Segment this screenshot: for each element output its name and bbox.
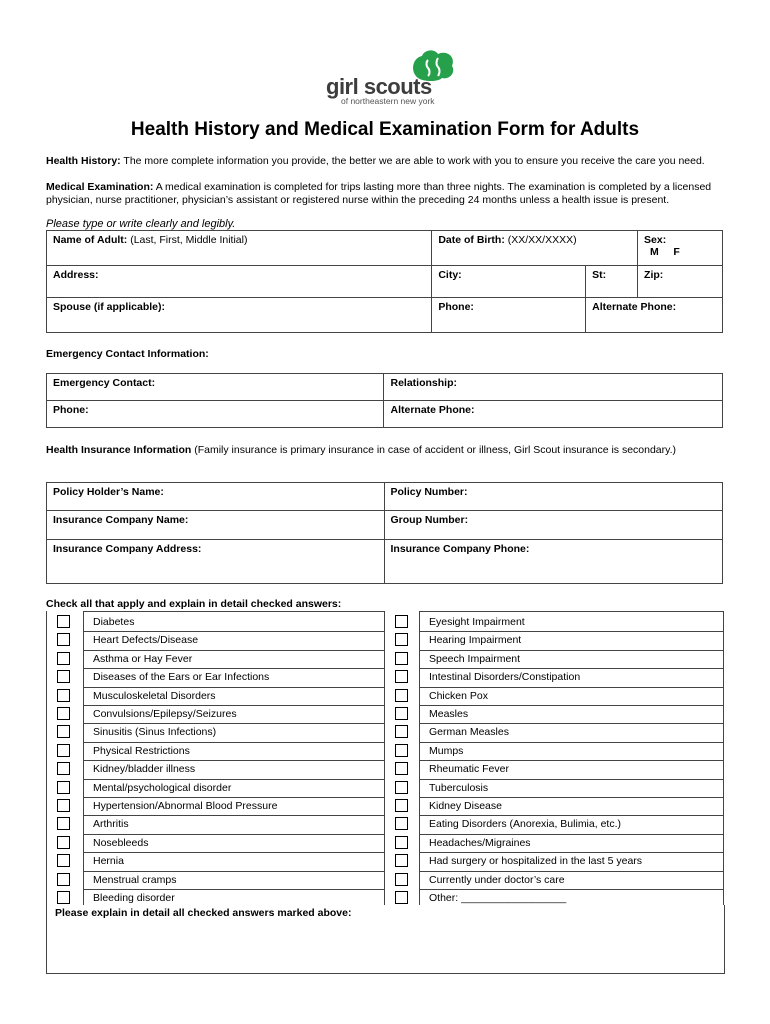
- checklist-row-line: [419, 797, 723, 798]
- checkbox[interactable]: [57, 762, 70, 775]
- checkbox[interactable]: [57, 854, 70, 867]
- condition-label: Arthritis: [93, 818, 129, 831]
- condition-label: Diseases of the Ears or Ear Infections: [93, 671, 270, 684]
- condition-label: Hernia: [93, 855, 124, 868]
- checkbox[interactable]: [57, 633, 70, 646]
- city-field[interactable]: City:: [432, 266, 586, 298]
- date-of-birth-field[interactable]: Date of Birth: (XX/XX/XXXX): [432, 231, 638, 266]
- checklist-row-line: [419, 631, 723, 632]
- condition-label: Intestinal Disorders/Constipation: [429, 671, 581, 684]
- checkbox[interactable]: [57, 689, 70, 702]
- health-history-text: The more complete information you provide, the better we are able to work with you to ensure you receive the care you need.: [120, 155, 705, 167]
- explain-label: Please explain in detail all checked answers marked above:: [55, 907, 352, 919]
- zip-field[interactable]: Zip:: [638, 266, 723, 298]
- checklist-row-line: [83, 797, 384, 798]
- condition-label: Other: __________________: [429, 892, 567, 904]
- health-history-label: Health History:: [46, 155, 121, 167]
- condition-label: Asthma or Hay Fever: [93, 652, 193, 665]
- emergency-heading: Emergency Contact Information:: [46, 348, 209, 360]
- policy-number-field[interactable]: Policy Number:: [384, 483, 723, 511]
- checkbox[interactable]: [395, 799, 408, 812]
- checklist-row-line: [419, 687, 723, 688]
- checklist-row-line: [83, 631, 384, 632]
- condition-label: Had surgery or hospitalized in the last 5 years: [429, 855, 643, 868]
- condition-label: Rheumatic Fever: [429, 763, 509, 776]
- checkbox[interactable]: [57, 891, 70, 904]
- medical-exam-label: Medical Examination:: [46, 181, 154, 193]
- relationship-field[interactable]: Relationship:: [384, 374, 723, 401]
- checklist-row-line: [83, 852, 384, 853]
- checkbox[interactable]: [395, 817, 408, 830]
- emergency-contact-field[interactable]: Emergency Contact:: [47, 374, 384, 401]
- condition-label: Hypertension/Abnormal Blood Pressure: [93, 800, 278, 812]
- phone-field[interactable]: Phone:: [432, 298, 586, 333]
- insurance-paragraph: [46, 444, 686, 457]
- logo-tagline: of northeastern new york: [341, 96, 435, 106]
- checkbox[interactable]: [57, 781, 70, 794]
- checkbox[interactable]: [57, 744, 70, 757]
- checkbox[interactable]: [395, 670, 408, 683]
- checklist-grid-line: [419, 611, 420, 905]
- instructions-note: Please type or write clearly and legibly.: [46, 218, 236, 230]
- checklist-row-line: [419, 705, 723, 706]
- conditions-checklist: [46, 611, 723, 905]
- condition-label: Chicken Pox: [429, 689, 488, 702]
- checklist-row-line: [83, 687, 384, 688]
- checkbox[interactable]: [395, 615, 408, 628]
- checkbox[interactable]: [395, 781, 408, 794]
- policy-holder-field[interactable]: Policy Holder’s Name:: [47, 483, 385, 511]
- insurance-table: [46, 482, 723, 584]
- checkbox[interactable]: [57, 817, 70, 830]
- checkbox[interactable]: [57, 670, 70, 683]
- checklist-grid-line: [384, 611, 385, 905]
- checklist-row-line: [419, 742, 723, 743]
- state-field[interactable]: St:: [586, 266, 638, 298]
- emergency-phone-field[interactable]: Phone:: [47, 401, 384, 428]
- checklist-row-line: [419, 871, 723, 872]
- alternate-phone-field[interactable]: Alternate Phone:: [586, 298, 723, 333]
- insurance-phone-field[interactable]: Insurance Company Phone:: [384, 540, 723, 584]
- condition-label: Eating Disorders (Anorexia, Bulimia, etc.): [429, 818, 621, 831]
- checklist-row-line: [83, 705, 384, 706]
- condition-label: Sinusitis (Sinus Infections): [93, 726, 217, 739]
- condition-label: Speech Impairment: [429, 652, 521, 665]
- checklist-row-line: [419, 779, 723, 780]
- emergency-contact-table: [46, 373, 723, 428]
- health-history-paragraph: [46, 155, 736, 168]
- condition-label: Heart Defects/Disease: [93, 634, 199, 647]
- emergency-alternate-phone-field[interactable]: Alternate Phone:: [384, 401, 723, 428]
- checklist-row-line: [419, 668, 723, 669]
- checklist-grid-line: [419, 611, 723, 612]
- logo-wordmark: girl scouts: [326, 74, 432, 99]
- checklist-row-line: [83, 815, 384, 816]
- condition-label: German Measles: [429, 726, 509, 739]
- sex-options: M F: [650, 246, 680, 258]
- insurance-text: (Family insurance is primary insurance in case of accident or illness, Girl Scout insurance is secondary.): [191, 444, 677, 456]
- checkbox[interactable]: [395, 854, 408, 867]
- checklist-row-line: [83, 668, 384, 669]
- checkbox[interactable]: [395, 744, 408, 757]
- checkbox[interactable]: [395, 836, 408, 849]
- condition-label: Tuberculosis: [429, 781, 489, 794]
- checklist-row-line: [419, 723, 723, 724]
- condition-label: Diabetes: [93, 616, 135, 628]
- sex-field[interactable]: Sex: M F: [638, 231, 723, 266]
- insurance-label: Health Insurance Information: [46, 444, 192, 456]
- checkbox[interactable]: [57, 652, 70, 665]
- condition-label: Kidney/bladder illness: [93, 763, 196, 776]
- checkbox[interactable]: [395, 633, 408, 646]
- checklist-row-line: [419, 815, 723, 816]
- checklist-heading: Check all that apply and explain in detail checked answers:: [46, 598, 342, 610]
- checkbox[interactable]: [57, 836, 70, 849]
- checkbox[interactable]: [395, 689, 408, 702]
- checklist-row-line: [83, 834, 384, 835]
- condition-label: Nosebleeds: [93, 836, 149, 849]
- address-field[interactable]: Address:: [47, 266, 432, 298]
- condition-label: Currently under doctor’s care: [429, 873, 565, 886]
- checkbox[interactable]: [395, 873, 408, 886]
- condition-label: Hearing Impairment: [429, 634, 522, 647]
- condition-label: Menstrual cramps: [93, 873, 177, 886]
- checklist-row-line: [419, 650, 723, 651]
- checklist-row-line: [83, 742, 384, 743]
- checklist-row-line: [419, 852, 723, 853]
- condition-label: Musculoskeletal Disorders: [93, 689, 216, 702]
- checkbox[interactable]: [57, 873, 70, 886]
- medical-exam-text: A medical examination is completed for trips lasting more than three nights. The examination is completed by a licensed physician, nurse practitioner, physician’s assistant or registered nurse within the preceding 24 months unless a health issue is present.: [46, 181, 712, 206]
- checkbox[interactable]: [395, 891, 408, 904]
- checklist-grid-line: [723, 611, 724, 905]
- spouse-field[interactable]: Spouse (if applicable):: [47, 298, 432, 333]
- checklist-row-line: [83, 889, 384, 890]
- checklist-row-line: [419, 760, 723, 761]
- girl-scouts-logo: [320, 48, 460, 110]
- condition-label: Measles: [429, 708, 469, 720]
- name-of-adult-field[interactable]: Name of Adult: (Last, First, Middle Initial): [47, 231, 432, 266]
- condition-label: Physical Restrictions: [93, 744, 190, 757]
- page-title: Health History and Medical Examination Form for Adults: [130, 119, 640, 140]
- checklist-row-line: [419, 834, 723, 835]
- condition-label: Headaches/Migraines: [429, 836, 531, 849]
- explain-box[interactable]: [46, 905, 725, 974]
- medical-exam-paragraph: [46, 181, 736, 207]
- condition-label: Convulsions/Epilepsy/Seizures: [93, 708, 237, 720]
- condition-label: Mental/psychological disorder: [93, 781, 232, 794]
- personal-info-table: [46, 230, 723, 333]
- insurance-company-field[interactable]: Insurance Company Name:: [47, 511, 385, 540]
- checkbox[interactable]: [57, 615, 70, 628]
- checkbox[interactable]: [395, 707, 408, 720]
- checklist-row-line: [419, 889, 723, 890]
- checklist-row-line: [83, 779, 384, 780]
- condition-label: Kidney Disease: [429, 800, 502, 812]
- checklist-grid-line: [83, 611, 84, 905]
- condition-label: Bleeding disorder: [93, 892, 175, 904]
- checkbox[interactable]: [57, 799, 70, 812]
- checkbox[interactable]: [57, 707, 70, 720]
- checklist-grid-line: [46, 611, 47, 905]
- checklist-grid-line: [83, 611, 384, 612]
- checklist-row-line: [83, 723, 384, 724]
- checklist-row-line: [83, 871, 384, 872]
- checklist-row-line: [83, 650, 384, 651]
- checkbox[interactable]: [57, 725, 70, 738]
- insurance-address-field[interactable]: Insurance Company Address:: [47, 540, 385, 584]
- condition-label: Eyesight Impairment: [429, 616, 525, 628]
- checklist-row-line: [83, 760, 384, 761]
- checkbox[interactable]: [395, 652, 408, 665]
- checkbox[interactable]: [395, 762, 408, 775]
- condition-label: Mumps: [429, 744, 464, 757]
- checkbox[interactable]: [395, 725, 408, 738]
- group-number-field[interactable]: Group Number:: [384, 511, 723, 540]
